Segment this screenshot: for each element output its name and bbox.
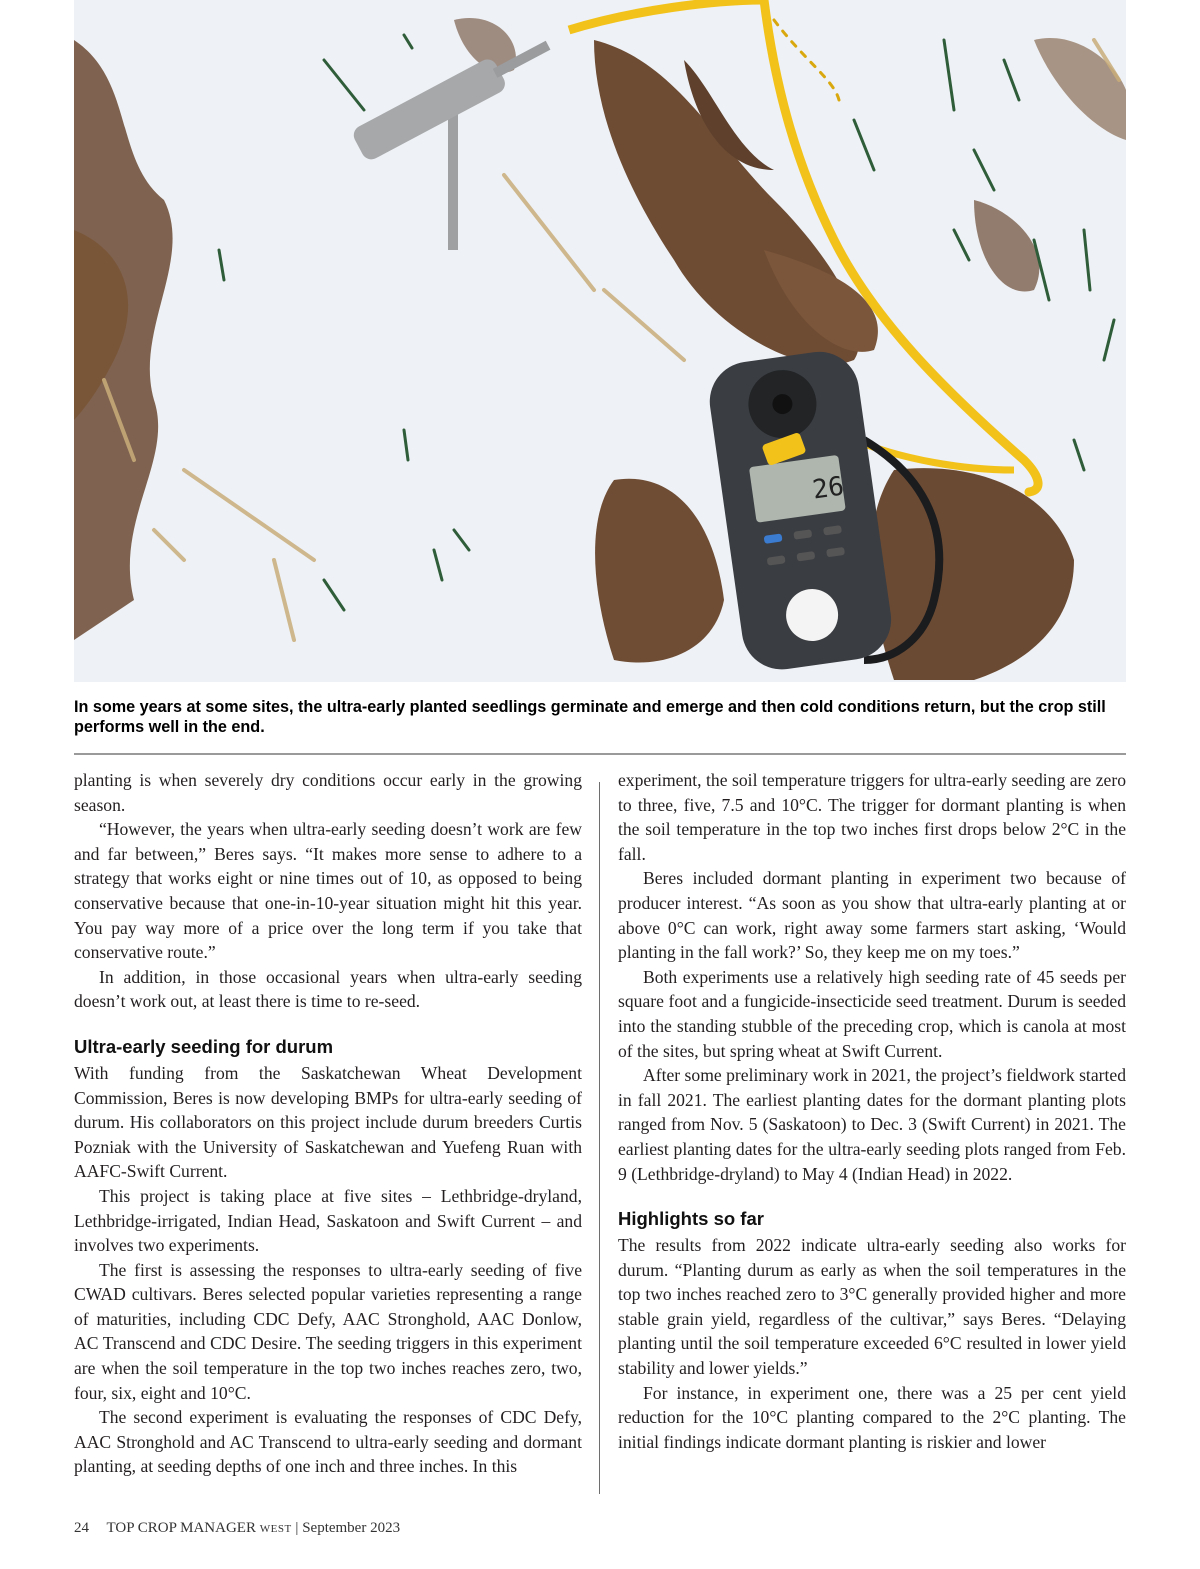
paragraph: Both experiments use a relatively high seeding rate of 45 seeds per square foot and a fungicide-insecticide seed treatment. Durum is seeded into the standing stubble of the preceding crop, which is canola at most of the sites, but spring wheat at Swift Current. xyxy=(618,966,1126,1061)
paragraph: experiment, the soil temperature triggers for ultra-early seeding are zero to three, five, 7.5 and 10°C. The trigger for dormant planting is when the soil temperature in the top two inches first drops below 2°C in the fall. xyxy=(618,770,1126,864)
caption-divider xyxy=(74,753,1126,755)
photo-caption: In some years at some sites, the ultra-early planted seedlings germinate and emerge and then cold conditions return, but the crop still performs well in the end. xyxy=(74,698,1106,736)
paragraph: For instance, in experiment one, there was a 25 per cent yield reduction for the 10°C planting compared to the 2°C planting. The initial findings indicate dormant planting is riskier and lower xyxy=(618,1382,1126,1452)
page-footer xyxy=(74,1520,400,1537)
section-heading: Highlights so far xyxy=(618,1208,764,1230)
section-heading: Ultra-early seeding for durum xyxy=(74,1035,334,1057)
page-number: 24 xyxy=(74,1520,89,1536)
meter-display-value: 26 xyxy=(810,471,846,506)
magazine-name: TOP CROP MANAGER xyxy=(106,1520,256,1536)
issue-date: September 2023 xyxy=(302,1520,401,1536)
paragraph: “However, the years when ultra-early seeding doesn’t work are few and far between,” Beres says. “It makes more sense to adhere to a strategy that works eight or nine times out of 10, as opposed to being conservative because that one-in-10-year situation might hit this year. You pay way more of a price over the long term if you take that conservative route.” xyxy=(74,819,582,963)
paragraph: With funding from the Saskatchewan Wheat Development Commission, Beres is now developing BMPs for ultra-early seeding of durum. His collaborators on this project include durum breeders Curtis Pozniak with the University of Saskatchewan and Yuefeng Ruan with AAFC-Swift Current. xyxy=(74,1062,582,1182)
field-photo-illustration xyxy=(74,0,1126,682)
field-photo xyxy=(74,0,1126,682)
paragraph: In addition, in those occasional years when ultra-early seeding doesn’t work out, at least there is time to re-seed. xyxy=(74,966,582,1012)
paragraph: This project is taking place at five sites – Lethbridge-dryland, Lethbridge-irrigated, Indian Head, Saskatoon and Swift Current – and involves two experiments. xyxy=(74,1185,582,1256)
paragraph: The results from 2022 indicate ultra-early seeding also works for durum. “Planting durum as early as when the soil temperatures in the top two inches reached zero to 3°C generally provided higher and more stable grain yield, regardless of the cultivar,” says Beres. “Delaying planting until the soil temperature exceeded 6°C resulted in lower yield stability and lower yields.” xyxy=(618,1235,1126,1379)
paragraph: The second experiment is evaluating the responses of CDC Defy, AAC Stronghold and AC Transcend to ultra-early seeding and dormant planting, at seeding depths of one inch and three inches. In this xyxy=(74,1407,582,1477)
column-divider xyxy=(599,782,600,1494)
magazine-edition: WEST xyxy=(259,1523,292,1535)
left-column xyxy=(74,768,582,1479)
footer-separator: | xyxy=(295,1520,299,1536)
paragraph: The first is assessing the responses to ultra-early seeding of five CWAD cultivars. Beres selected popular varieties representing a range of maturities, including CDC Defy, AAC Stronghold, AAC Donlow, AC Transcend and CDC Desire. The seeding triggers in this experiment are when the soil temperature in the top two inches reaches zero, two, four, six, eight and 10°C. xyxy=(74,1259,582,1403)
paragraph: After some preliminary work in 2021, the project’s fieldwork started in fall 2021. The earliest planting dates for the dormant planting plots ranged from Nov. 5 (Saskatoon) to Dec. 3 (Swift Current) in 2021. The earliest planting dates for the ultra-early seeding plots ranged from Feb. 9 (Lethbridge-dryland) to May 4 (Indian Head) in 2022. xyxy=(618,1065,1126,1184)
paragraph: planting is when severely dry conditions occur early in the growing season. xyxy=(74,770,582,815)
right-column xyxy=(618,768,1126,1454)
paragraph: Beres included dormant planting in experiment two because of producer interest. “As soon as you show that ultra-early planting at or above 0°C can work, right away some farmers start asking, ‘Would planting in the fall work?’ So, they keep me on my toes.” xyxy=(618,868,1126,963)
